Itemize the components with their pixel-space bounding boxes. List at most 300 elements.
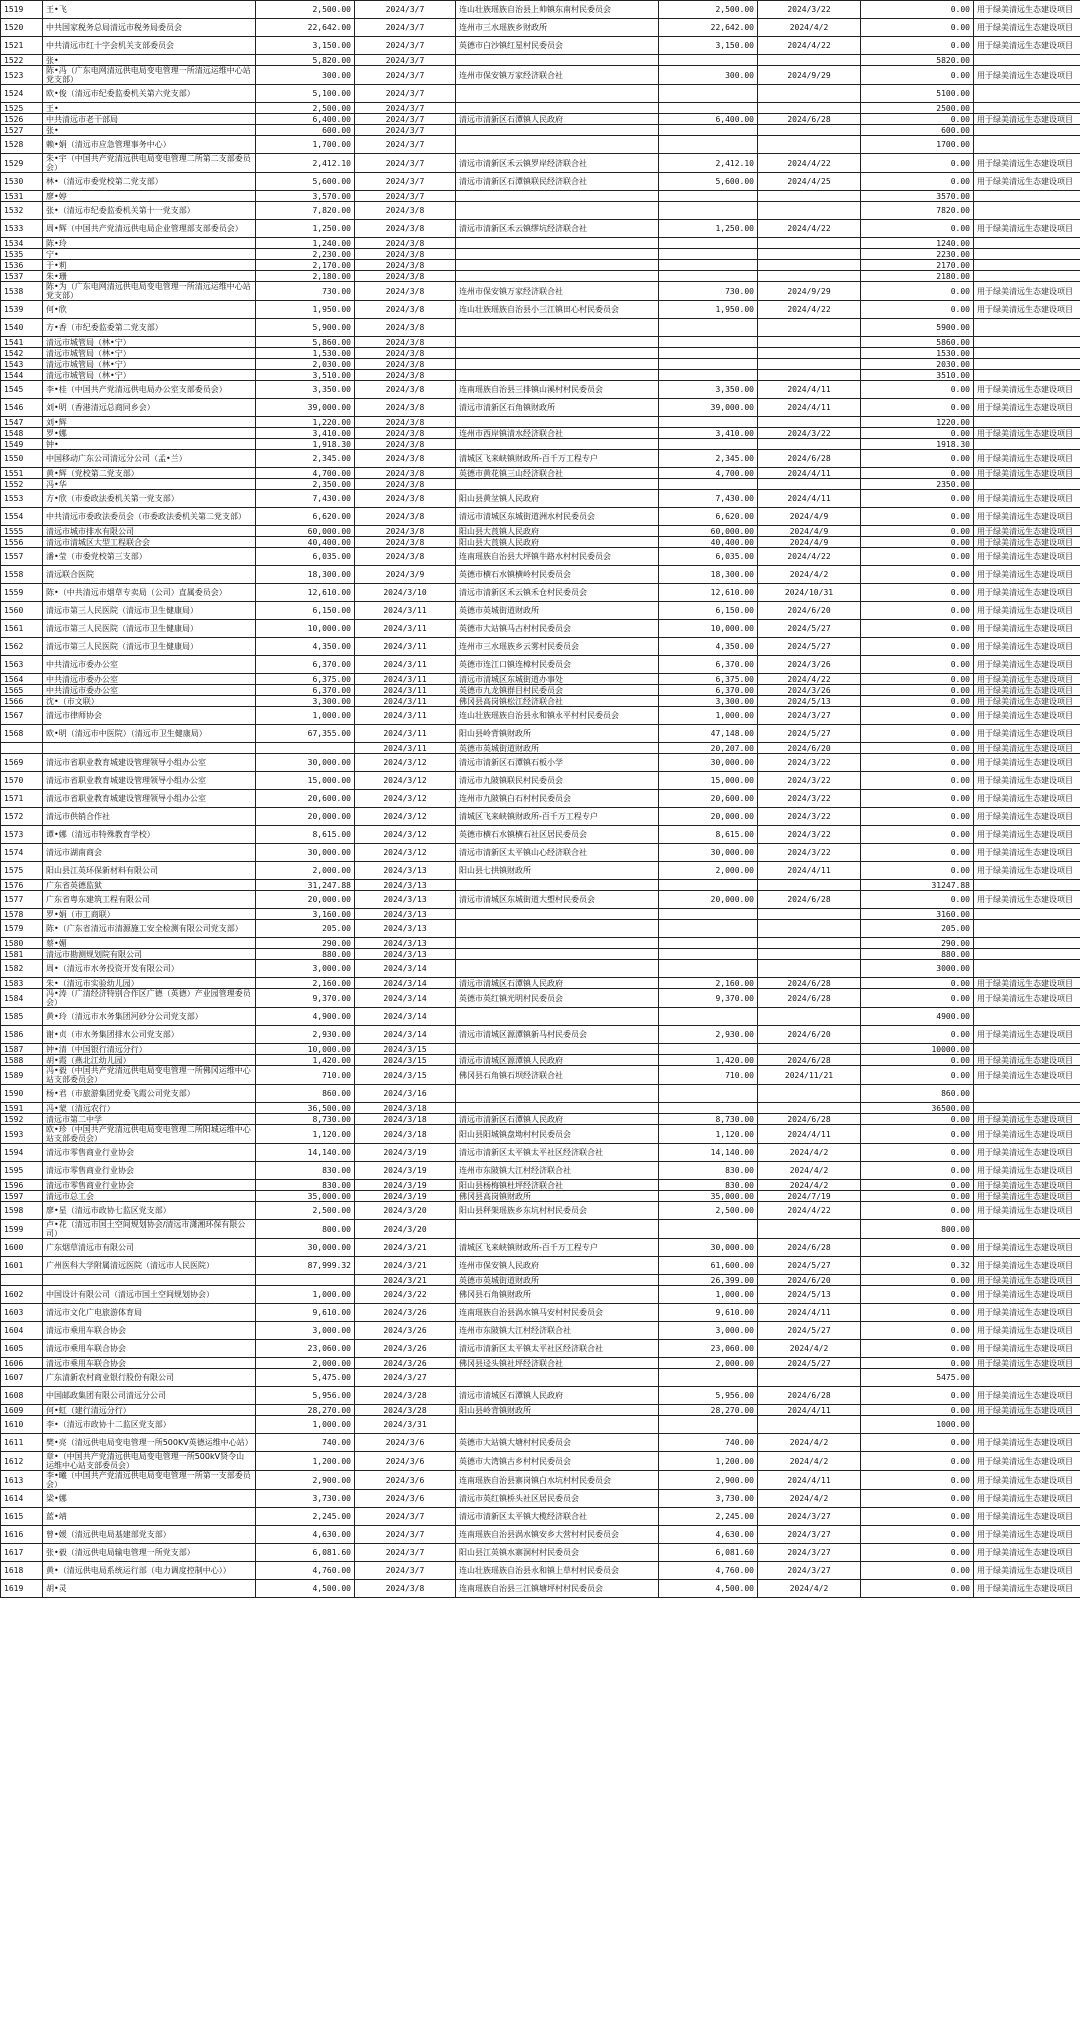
donation-date-cell: 2024/3/19 bbox=[355, 1191, 456, 1202]
donation-date-cell: 2024/3/6 bbox=[355, 1434, 456, 1452]
balance-amount-cell: 0.00 bbox=[861, 674, 974, 685]
usage-purpose-cell bbox=[974, 260, 1080, 271]
usage-purpose-cell: 用于绿美清远生态建设项目 bbox=[974, 1405, 1080, 1416]
row-index-cell: 1614 bbox=[1, 1490, 43, 1508]
allocation-date-cell bbox=[758, 85, 861, 103]
usage-purpose-cell: 用于绿美清远生态建设项目 bbox=[974, 173, 1080, 191]
donation-date-cell: 2024/3/7 bbox=[355, 1, 456, 19]
row-index-cell: 1572 bbox=[1, 808, 43, 826]
donation-amount-cell: 5,600.00 bbox=[256, 173, 355, 191]
donation-amount-cell: 2,030.00 bbox=[256, 359, 355, 370]
donation-amount-cell: 2,900.00 bbox=[256, 1471, 355, 1490]
recipient-unit-cell bbox=[456, 202, 659, 220]
donation-date-cell: 2024/3/11 bbox=[355, 638, 456, 656]
usage-purpose-cell bbox=[974, 85, 1080, 103]
table-row bbox=[1, 620, 1080, 638]
allocation-date-cell bbox=[758, 439, 861, 450]
usage-purpose-cell: 用于绿美清远生态建设项目 bbox=[974, 862, 1080, 880]
table-row bbox=[1, 399, 1080, 417]
row-index-cell: 1557 bbox=[1, 548, 43, 566]
allocated-amount-cell bbox=[659, 417, 758, 428]
recipient-unit-cell: 清远市九陂镇联民村民委员会 bbox=[456, 772, 659, 790]
allocation-date-cell: 2024/3/26 bbox=[758, 685, 861, 696]
donor-name-cell: 陈•冯（广东电网清远供电局变电管理一所清远运维中心站党支部） bbox=[43, 66, 256, 85]
donation-date-cell: 2024/3/8 bbox=[355, 249, 456, 260]
allocated-amount-cell: 2,930.00 bbox=[659, 1026, 758, 1044]
donation-amount-cell: 710.00 bbox=[256, 1066, 355, 1085]
donor-name-cell: 黄•（清远供电局系统运行部（电力调度控制中心）） bbox=[43, 1562, 256, 1580]
row-index-cell: 1596 bbox=[1, 1180, 43, 1191]
row-index-cell: 1531 bbox=[1, 191, 43, 202]
allocation-date-cell bbox=[758, 479, 861, 490]
allocated-amount-cell bbox=[659, 880, 758, 891]
recipient-unit-cell: 清远市清新区石潭镇人民政府 bbox=[456, 1114, 659, 1125]
recipient-unit-cell: 佛冈县高岗镇财政所 bbox=[456, 1191, 659, 1202]
balance-amount-cell: 0.00 bbox=[861, 1026, 974, 1044]
usage-purpose-cell: 用于绿美清远生态建设项目 bbox=[974, 1144, 1080, 1162]
balance-amount-cell: 5475.00 bbox=[861, 1369, 974, 1387]
recipient-unit-cell: 佛冈县石角镇财政所 bbox=[456, 1286, 659, 1304]
balance-amount-cell: 0.00 bbox=[861, 1125, 974, 1144]
donor-name-cell: 中国邮政集团有限公司清远分公司 bbox=[43, 1387, 256, 1405]
donation-date-cell: 2024/3/26 bbox=[355, 1340, 456, 1358]
recipient-unit-cell bbox=[456, 417, 659, 428]
allocation-date-cell bbox=[758, 880, 861, 891]
allocation-date-cell: 2024/4/2 bbox=[758, 1162, 861, 1180]
row-index-cell: 1617 bbox=[1, 1544, 43, 1562]
usage-purpose-cell: 用于绿美清远生态建设项目 bbox=[974, 989, 1080, 1008]
recipient-unit-cell: 英德市白沙镇红星村民委员会 bbox=[456, 37, 659, 55]
allocation-date-cell: 2024/4/22 bbox=[758, 154, 861, 173]
donor-name-cell: 清远市省职业教育城建设管理领导小组办公室 bbox=[43, 754, 256, 772]
allocation-date-cell: 2024/6/28 bbox=[758, 1114, 861, 1125]
allocated-amount-cell: 2,412.10 bbox=[659, 154, 758, 173]
balance-amount-cell: 2180.00 bbox=[861, 271, 974, 282]
row-index-cell: 1532 bbox=[1, 202, 43, 220]
recipient-unit-cell bbox=[456, 359, 659, 370]
donation-date-cell: 2024/3/8 bbox=[355, 537, 456, 548]
balance-amount-cell: 2350.00 bbox=[861, 479, 974, 490]
table-row bbox=[1, 450, 1080, 468]
table-row bbox=[1, 1180, 1080, 1191]
donation-date-cell: 2024/3/18 bbox=[355, 1103, 456, 1114]
balance-amount-cell: 0.00 bbox=[861, 696, 974, 707]
row-index-cell: 1582 bbox=[1, 960, 43, 978]
row-index-cell: 1592 bbox=[1, 1114, 43, 1125]
balance-amount-cell: 600.00 bbox=[861, 125, 974, 136]
donation-date-cell: 2024/3/11 bbox=[355, 656, 456, 674]
donation-date-cell: 2024/3/8 bbox=[355, 381, 456, 399]
allocated-amount-cell: 2,500.00 bbox=[659, 1, 758, 19]
recipient-unit-cell: 英德市九龙镇群目村民委员会 bbox=[456, 685, 659, 696]
table-row bbox=[1, 1544, 1080, 1562]
row-index-cell: 1549 bbox=[1, 439, 43, 450]
usage-purpose-cell bbox=[974, 55, 1080, 66]
usage-purpose-cell: 用于绿美清远生态建设项目 bbox=[974, 1508, 1080, 1526]
recipient-unit-cell: 清远市清新区石潭镇人民政府 bbox=[456, 114, 659, 125]
donor-name-cell: 广东烟草清远市有限公司 bbox=[43, 1239, 256, 1257]
recipient-unit-cell: 英德市横石水镇横岭村民委员会 bbox=[456, 566, 659, 584]
recipient-unit-cell: 连南瑶族自治县三排镇山溪村村民委员会 bbox=[456, 381, 659, 399]
donation-amount-cell: 1,120.00 bbox=[256, 1125, 355, 1144]
donation-date-cell: 2024/3/11 bbox=[355, 743, 456, 754]
donation-date-cell: 2024/3/8 bbox=[355, 1580, 456, 1598]
row-index-cell bbox=[1, 743, 43, 754]
table-row bbox=[1, 1239, 1080, 1257]
table-row bbox=[1, 638, 1080, 656]
allocated-amount-cell bbox=[659, 479, 758, 490]
recipient-unit-cell: 清远市清新区禾云镇缪坑经济联合社 bbox=[456, 220, 659, 238]
donor-name-cell: 清远市文化广电旅游体育局 bbox=[43, 1304, 256, 1322]
donor-name-cell: 蓝•靖 bbox=[43, 1508, 256, 1526]
balance-amount-cell: 0.32 bbox=[861, 1257, 974, 1275]
donation-date-cell: 2024/3/26 bbox=[355, 1322, 456, 1340]
usage-purpose-cell: 用于绿美清远生态建设项目 bbox=[974, 1239, 1080, 1257]
donation-amount-cell: 8,730.00 bbox=[256, 1114, 355, 1125]
allocated-amount-cell: 8,615.00 bbox=[659, 826, 758, 844]
recipient-unit-cell: 佛冈县石角镇石坝经济联合社 bbox=[456, 1066, 659, 1085]
allocated-amount-cell bbox=[659, 960, 758, 978]
allocation-date-cell: 2024/4/9 bbox=[758, 526, 861, 537]
allocation-date-cell: 2024/4/11 bbox=[758, 1471, 861, 1490]
donation-amount-cell: 830.00 bbox=[256, 1180, 355, 1191]
donor-name-cell: 罗•娜 bbox=[43, 428, 256, 439]
donor-name-cell: 方•欣（市委政法委机关第一党支部） bbox=[43, 490, 256, 508]
donor-name-cell: 朱•宇（中国共产党清远供电局变电管理二所第二支部委员会） bbox=[43, 154, 256, 173]
recipient-unit-cell: 阳山县黄坌镇人民政府 bbox=[456, 490, 659, 508]
usage-purpose-cell: 用于绿美清远生态建设项目 bbox=[974, 19, 1080, 37]
allocated-amount-cell: 1,250.00 bbox=[659, 220, 758, 238]
allocated-amount-cell bbox=[659, 337, 758, 348]
allocation-date-cell: 2024/4/2 bbox=[758, 1490, 861, 1508]
row-index-cell: 1606 bbox=[1, 1358, 43, 1369]
donation-date-cell: 2024/3/14 bbox=[355, 978, 456, 989]
donor-name-cell: 谭•娜（清远市特殊教育学校） bbox=[43, 826, 256, 844]
usage-purpose-cell: 用于绿美清远生态建设项目 bbox=[974, 220, 1080, 238]
donation-amount-cell: 3,350.00 bbox=[256, 381, 355, 399]
usage-purpose-cell: 用于绿美清远生态建设项目 bbox=[974, 1202, 1080, 1220]
donor-name-cell: 李•曦（中国共产党清远供电局变电管理一所第一支部委员会） bbox=[43, 1471, 256, 1490]
row-index-cell: 1523 bbox=[1, 66, 43, 85]
donation-date-cell: 2024/3/8 bbox=[355, 479, 456, 490]
donor-name-cell: 周•辉（中国共产党清远供电局企业管理部支部委员会） bbox=[43, 220, 256, 238]
table-row bbox=[1, 381, 1080, 399]
donation-amount-cell: 31,247.88 bbox=[256, 880, 355, 891]
recipient-unit-cell: 英德市黄花镇三山经济联合社 bbox=[456, 468, 659, 479]
usage-purpose-cell: 用于绿美清远生态建设项目 bbox=[974, 508, 1080, 526]
allocation-date-cell: 2024/4/2 bbox=[758, 1340, 861, 1358]
donation-amount-cell bbox=[256, 743, 355, 754]
row-index-cell: 1569 bbox=[1, 754, 43, 772]
table-row bbox=[1, 1257, 1080, 1275]
row-index-cell: 1539 bbox=[1, 301, 43, 319]
usage-purpose-cell: 用于绿美清远生态建设项目 bbox=[974, 1162, 1080, 1180]
donor-name-cell: 何•虹（建行清远分行） bbox=[43, 1405, 256, 1416]
donation-date-cell: 2024/3/8 bbox=[355, 301, 456, 319]
balance-amount-cell: 0.00 bbox=[861, 638, 974, 656]
recipient-unit-cell: 清城区飞来峡镇财政所-百千万工程专户 bbox=[456, 808, 659, 826]
usage-purpose-cell: 用于绿美清远生态建设项目 bbox=[974, 685, 1080, 696]
allocated-amount-cell: 20,000.00 bbox=[659, 808, 758, 826]
allocated-amount-cell: 14,140.00 bbox=[659, 1144, 758, 1162]
donation-amount-cell: 15,000.00 bbox=[256, 772, 355, 790]
table-row bbox=[1, 154, 1080, 173]
donation-date-cell: 2024/3/6 bbox=[355, 1452, 456, 1471]
donation-amount-cell: 14,140.00 bbox=[256, 1144, 355, 1162]
table-row bbox=[1, 909, 1080, 920]
allocation-date-cell bbox=[758, 1369, 861, 1387]
allocated-amount-cell: 3,730.00 bbox=[659, 1490, 758, 1508]
table-row bbox=[1, 696, 1080, 707]
allocated-amount-cell bbox=[659, 319, 758, 337]
recipient-unit-cell: 清远市清城区东城街道大塱村民委员会 bbox=[456, 891, 659, 909]
usage-purpose-cell bbox=[974, 191, 1080, 202]
table-row bbox=[1, 949, 1080, 960]
donation-amount-cell: 28,270.00 bbox=[256, 1405, 355, 1416]
donation-amount-cell: 22,642.00 bbox=[256, 19, 355, 37]
donation-amount-cell: 4,350.00 bbox=[256, 638, 355, 656]
recipient-unit-cell bbox=[456, 319, 659, 337]
donor-name-cell bbox=[43, 1275, 256, 1286]
donation-amount-cell: 2,345.00 bbox=[256, 450, 355, 468]
row-index-cell: 1525 bbox=[1, 103, 43, 114]
donor-name-cell: 中国移动广东公司清远分公司（孟•兰） bbox=[43, 450, 256, 468]
usage-purpose-cell: 用于绿美清远生态建设项目 bbox=[974, 468, 1080, 479]
donation-date-cell: 2024/3/7 bbox=[355, 37, 456, 55]
donation-date-cell: 2024/3/7 bbox=[355, 114, 456, 125]
donor-name-cell: 王• bbox=[43, 103, 256, 114]
allocated-amount-cell: 6,370.00 bbox=[659, 656, 758, 674]
usage-purpose-cell: 用于绿美清远生态建设项目 bbox=[974, 696, 1080, 707]
donation-amount-cell: 1,200.00 bbox=[256, 1452, 355, 1471]
table-row bbox=[1, 37, 1080, 55]
donor-name-cell: 清远市勘测规划院有限公司 bbox=[43, 949, 256, 960]
donor-name-cell: 张•毅（清远供电局输电管理一所党支部） bbox=[43, 1544, 256, 1562]
donation-date-cell: 2024/3/20 bbox=[355, 1202, 456, 1220]
allocation-date-cell: 2024/3/26 bbox=[758, 656, 861, 674]
balance-amount-cell: 0.00 bbox=[861, 584, 974, 602]
balance-amount-cell: 0.00 bbox=[861, 978, 974, 989]
table-row bbox=[1, 220, 1080, 238]
usage-purpose-cell: 用于绿美清远生态建设项目 bbox=[974, 707, 1080, 725]
usage-purpose-cell: 用于绿美清远生态建设项目 bbox=[974, 1526, 1080, 1544]
recipient-unit-cell bbox=[456, 909, 659, 920]
balance-amount-cell: 0.00 bbox=[861, 1580, 974, 1598]
donation-amount-cell: 30,000.00 bbox=[256, 754, 355, 772]
table-row bbox=[1, 468, 1080, 479]
recipient-unit-cell bbox=[456, 1008, 659, 1026]
allocated-amount-cell bbox=[659, 1008, 758, 1026]
balance-amount-cell: 4900.00 bbox=[861, 1008, 974, 1026]
allocation-date-cell bbox=[758, 191, 861, 202]
balance-amount-cell: 0.00 bbox=[861, 1162, 974, 1180]
allocated-amount-cell: 30,000.00 bbox=[659, 754, 758, 772]
allocation-date-cell: 2024/3/22 bbox=[758, 428, 861, 439]
table-row bbox=[1, 1026, 1080, 1044]
balance-amount-cell: 0.00 bbox=[861, 754, 974, 772]
donation-amount-cell: 1,420.00 bbox=[256, 1055, 355, 1066]
recipient-unit-cell: 清远市清城区东城街道洲水村民委员会 bbox=[456, 508, 659, 526]
donor-name-cell: 赖•娟（清远市应急管理事务中心） bbox=[43, 136, 256, 154]
usage-purpose-cell: 用于绿美清远生态建设项目 bbox=[974, 154, 1080, 173]
recipient-unit-cell bbox=[456, 348, 659, 359]
donation-date-cell: 2024/3/22 bbox=[355, 1286, 456, 1304]
donation-date-cell: 2024/3/12 bbox=[355, 772, 456, 790]
table-row bbox=[1, 479, 1080, 490]
table-row bbox=[1, 526, 1080, 537]
donation-date-cell: 2024/3/27 bbox=[355, 1369, 456, 1387]
donor-name-cell: 中共清远市委办公室 bbox=[43, 685, 256, 696]
usage-purpose-cell: 用于绿美清远生态建设项目 bbox=[974, 1452, 1080, 1471]
row-index-cell: 1542 bbox=[1, 348, 43, 359]
donation-date-cell: 2024/3/13 bbox=[355, 938, 456, 949]
recipient-unit-cell bbox=[456, 920, 659, 938]
donor-name-cell: 清远市清城区大型工程联合会 bbox=[43, 537, 256, 548]
donor-name-cell: 广东省英德监狱 bbox=[43, 880, 256, 891]
usage-purpose-cell bbox=[974, 319, 1080, 337]
row-index-cell: 1524 bbox=[1, 85, 43, 103]
donation-date-cell: 2024/3/7 bbox=[355, 1526, 456, 1544]
table-row bbox=[1, 1008, 1080, 1026]
allocated-amount-cell bbox=[659, 1103, 758, 1114]
row-index-cell: 1562 bbox=[1, 638, 43, 656]
donation-date-cell: 2024/3/19 bbox=[355, 1180, 456, 1191]
donation-date-cell: 2024/3/14 bbox=[355, 1026, 456, 1044]
usage-purpose-cell bbox=[974, 337, 1080, 348]
recipient-unit-cell: 连州市三水瑶族乡财政所 bbox=[456, 19, 659, 37]
donation-amount-cell bbox=[256, 1275, 355, 1286]
donation-amount-cell: 1,000.00 bbox=[256, 1286, 355, 1304]
table-row bbox=[1, 566, 1080, 584]
donor-name-cell: 刘•辉 bbox=[43, 417, 256, 428]
table-row bbox=[1, 960, 1080, 978]
usage-purpose-cell: 用于绿美清远生态建设项目 bbox=[974, 1066, 1080, 1085]
allocation-date-cell: 2024/5/27 bbox=[758, 638, 861, 656]
table-row bbox=[1, 1387, 1080, 1405]
donation-date-cell: 2024/3/7 bbox=[355, 154, 456, 173]
row-index-cell: 1599 bbox=[1, 1220, 43, 1239]
donation-amount-cell: 6,620.00 bbox=[256, 508, 355, 526]
donation-amount-cell: 20,000.00 bbox=[256, 808, 355, 826]
recipient-unit-cell: 英德市大站镇大塘村村民委员会 bbox=[456, 1434, 659, 1452]
row-index-cell: 1529 bbox=[1, 154, 43, 173]
allocation-date-cell: 2024/11/21 bbox=[758, 1066, 861, 1085]
donation-amount-cell: 1,000.00 bbox=[256, 707, 355, 725]
donor-name-cell: 张•（清远市纪委监委机关第十一党支部） bbox=[43, 202, 256, 220]
allocated-amount-cell bbox=[659, 103, 758, 114]
allocation-date-cell bbox=[758, 260, 861, 271]
table-row bbox=[1, 1066, 1080, 1085]
donation-date-cell: 2024/3/12 bbox=[355, 754, 456, 772]
table-row bbox=[1, 85, 1080, 103]
allocation-date-cell: 2024/3/22 bbox=[758, 808, 861, 826]
balance-amount-cell: 0.00 bbox=[861, 989, 974, 1008]
donation-amount-cell: 3,300.00 bbox=[256, 696, 355, 707]
allocated-amount-cell: 2,500.00 bbox=[659, 1202, 758, 1220]
donor-name-cell: 欧•明（清远市中医院）（清远市卫生健康局） bbox=[43, 725, 256, 743]
balance-amount-cell: 860.00 bbox=[861, 1085, 974, 1103]
recipient-unit-cell: 连南瑶族自治县涡水镇马安村村民委员会 bbox=[456, 1304, 659, 1322]
donor-name-cell: 陈•（广东省清远市清源施工安全检测有限公司党支部） bbox=[43, 920, 256, 938]
allocated-amount-cell: 35,000.00 bbox=[659, 1191, 758, 1202]
allocated-amount-cell: 1,000.00 bbox=[659, 707, 758, 725]
row-index-cell: 1563 bbox=[1, 656, 43, 674]
donation-amount-cell: 10,000.00 bbox=[256, 1044, 355, 1055]
allocated-amount-cell: 3,350.00 bbox=[659, 381, 758, 399]
donor-name-cell: 张• bbox=[43, 55, 256, 66]
allocated-amount-cell bbox=[659, 136, 758, 154]
balance-amount-cell: 0.00 bbox=[861, 1275, 974, 1286]
allocated-amount-cell: 4,760.00 bbox=[659, 1562, 758, 1580]
usage-purpose-cell: 用于绿美清远生态建设项目 bbox=[974, 66, 1080, 85]
donor-name-cell: 广州医科大学附属清远医院（清远市人民医院） bbox=[43, 1257, 256, 1275]
allocation-date-cell bbox=[758, 202, 861, 220]
allocated-amount-cell bbox=[659, 359, 758, 370]
donation-amount-cell: 1,220.00 bbox=[256, 417, 355, 428]
balance-amount-cell: 0.00 bbox=[861, 685, 974, 696]
usage-purpose-cell bbox=[974, 103, 1080, 114]
allocation-date-cell: 2024/3/22 bbox=[758, 844, 861, 862]
row-index-cell: 1548 bbox=[1, 428, 43, 439]
recipient-unit-cell: 连州市保安镇万家经济联合社 bbox=[456, 282, 659, 301]
recipient-unit-cell: 英德市英城街道财政所 bbox=[456, 743, 659, 754]
usage-purpose-cell bbox=[974, 417, 1080, 428]
table-row bbox=[1, 191, 1080, 202]
balance-amount-cell: 36500.00 bbox=[861, 1103, 974, 1114]
recipient-unit-cell bbox=[456, 238, 659, 249]
row-index-cell: 1607 bbox=[1, 1369, 43, 1387]
balance-amount-cell: 0.00 bbox=[861, 66, 974, 85]
donation-date-cell: 2024/3/11 bbox=[355, 685, 456, 696]
donor-name-cell: 清远市第三人民医院（清远市卫生健康局） bbox=[43, 638, 256, 656]
donation-date-cell: 2024/3/11 bbox=[355, 696, 456, 707]
table-row bbox=[1, 417, 1080, 428]
donation-date-cell: 2024/3/10 bbox=[355, 584, 456, 602]
balance-amount-cell: 3000.00 bbox=[861, 960, 974, 978]
allocation-date-cell: 2024/4/11 bbox=[758, 381, 861, 399]
recipient-unit-cell: 清远市清新区石潭镇联民经济联合社 bbox=[456, 173, 659, 191]
allocated-amount-cell: 12,610.00 bbox=[659, 584, 758, 602]
recipient-unit-cell bbox=[456, 191, 659, 202]
balance-amount-cell: 0.00 bbox=[861, 173, 974, 191]
donation-amount-cell: 7,820.00 bbox=[256, 202, 355, 220]
usage-purpose-cell: 用于绿美清远生态建设项目 bbox=[974, 399, 1080, 417]
donation-amount-cell: 3,570.00 bbox=[256, 191, 355, 202]
donation-date-cell: 2024/3/8 bbox=[355, 337, 456, 348]
donor-name-cell: 清远市零售商业行业协会 bbox=[43, 1180, 256, 1191]
recipient-unit-cell: 清远市清新区太平镇太平社区经济联合社 bbox=[456, 1340, 659, 1358]
allocated-amount-cell: 6,370.00 bbox=[659, 685, 758, 696]
allocated-amount-cell: 1,950.00 bbox=[659, 301, 758, 319]
row-index-cell: 1609 bbox=[1, 1405, 43, 1416]
donation-amount-cell: 800.00 bbox=[256, 1220, 355, 1239]
allocation-date-cell: 2024/6/20 bbox=[758, 1275, 861, 1286]
allocated-amount-cell: 5,600.00 bbox=[659, 173, 758, 191]
row-index-cell: 1615 bbox=[1, 1508, 43, 1526]
balance-amount-cell: 0.00 bbox=[861, 19, 974, 37]
allocated-amount-cell: 3,000.00 bbox=[659, 1322, 758, 1340]
donation-date-cell: 2024/3/21 bbox=[355, 1275, 456, 1286]
donation-date-cell: 2024/3/8 bbox=[355, 548, 456, 566]
row-index-cell: 1538 bbox=[1, 282, 43, 301]
allocation-date-cell: 2024/4/9 bbox=[758, 508, 861, 526]
allocated-amount-cell: 18,300.00 bbox=[659, 566, 758, 584]
allocated-amount-cell: 8,730.00 bbox=[659, 1114, 758, 1125]
donor-name-cell: 广东省粤东建筑工程有限公司 bbox=[43, 891, 256, 909]
allocated-amount-cell: 20,600.00 bbox=[659, 790, 758, 808]
table-row bbox=[1, 1452, 1080, 1471]
donation-date-cell: 2024/3/15 bbox=[355, 1044, 456, 1055]
